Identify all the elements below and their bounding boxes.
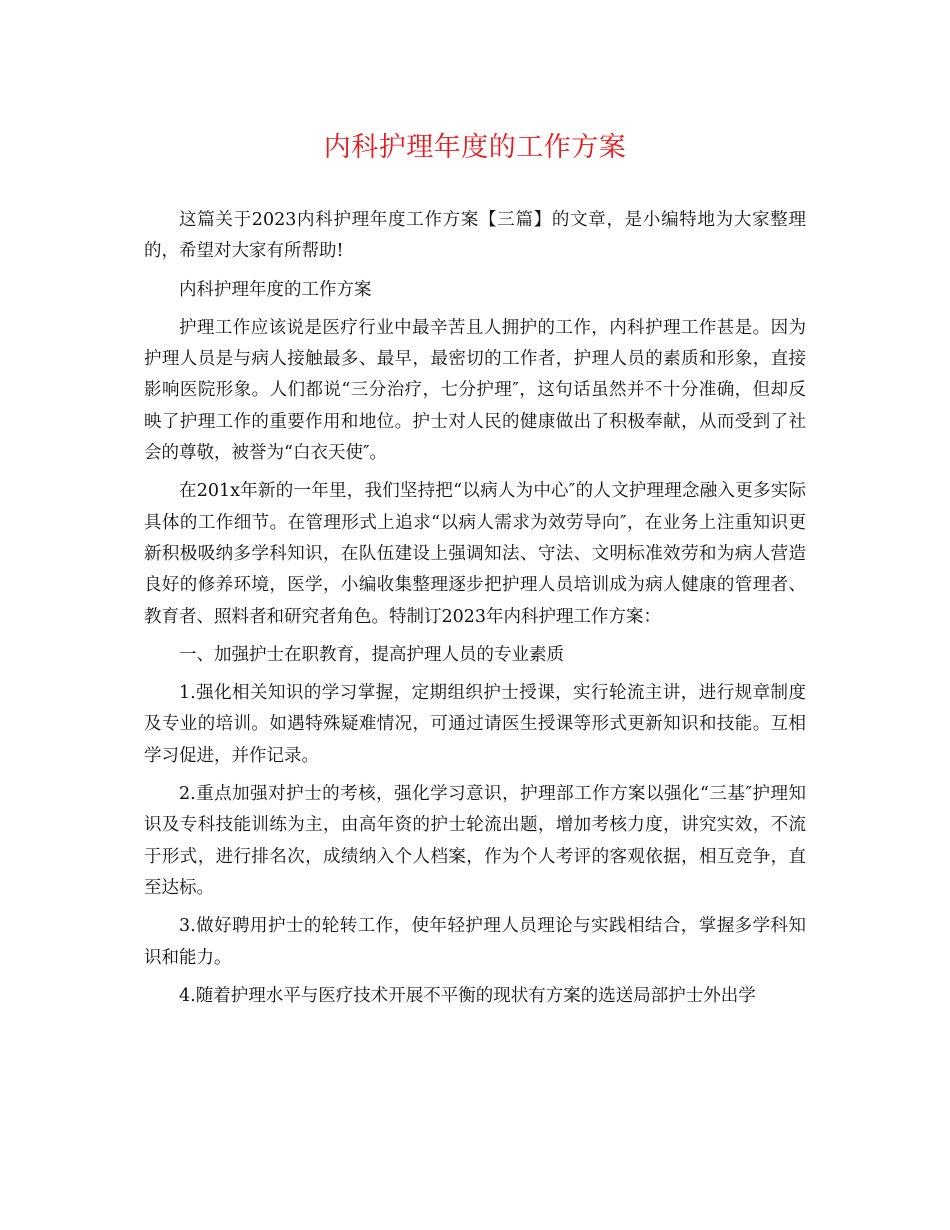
paragraph: 在201x年新的一年里，我们坚持把“以病人为中心″的人文护理理念融入更多实际具体的工作细节。在管理形式上追求“以病人需求为效劳导向″，在业务上注重知识更新积极吸纳多学科知识，在队伍建设上强调知法、守法、文明标准效劳和为病人营造良好的修养环境，医学，小编收集整理逐步把护理人员培训成为病人健康的管理者、教育者、照料者和研究者角色。特制订2023年内科护理工作方案：: [144, 481, 806, 627]
intro-paragraph: 这篇关于2023内科护理年度工作方案【三篇】的文章，是小编特地为大家整理的，希望对大家有所帮助!: [144, 210, 806, 262]
list-item: 4.随着护理水平与医疗技术开展不平衡的现状有方案的选送局部护士外出学: [179, 985, 756, 1006]
list-item: 1.强化相关知识的学习掌握，定期组织护士授课，实行轮流主讲，进行规章制度及专业的培训。如遇特殊疑难情况，可通过请医生授课等形式更新知识和技能。互相学习促进，并作记录。: [144, 683, 806, 766]
list-item: 3.做好聘用护士的轮转工作，使年轻护理人员理论与实践相结合，掌握多学科知识和能力。: [144, 916, 806, 968]
section-heading: 一、加强护士在职教育，提高护理人员的专业素质: [179, 644, 564, 665]
paragraph: 护理工作应该说是医疗行业中最辛苦且人拥护的工作，内科护理工作甚是。因为护理人员是与病人接触最多、最早，最密切的工作者，护理人员的素质和形象，直接影响医院形象。人们都说“三分治疗，七分护理″，这句话虽然并不十分准确，但却反映了护理工作的重要作用和地位。护士对人民的健康做出了积极奉献，从而受到了社会的尊敬，被誉为“白衣天使″。: [144, 317, 806, 464]
document-body: [144, 205, 806, 1019]
section-heading: 内科护理年度的工作方案: [179, 279, 372, 300]
document-title: 内科护理年度的工作方案: [323, 132, 627, 163]
list-item: 2.重点加强对护士的考核，强化学习意识，护理部工作方案以强化“三基″护理知识及专科技能训练为主，由高年资的护士轮流出题，增加考核力度，讲究实效，不流于形式，进行排名次，成绩纳入个人档案，作为个人考评的客观依据，相互竞争，直至达标。: [144, 784, 806, 898]
